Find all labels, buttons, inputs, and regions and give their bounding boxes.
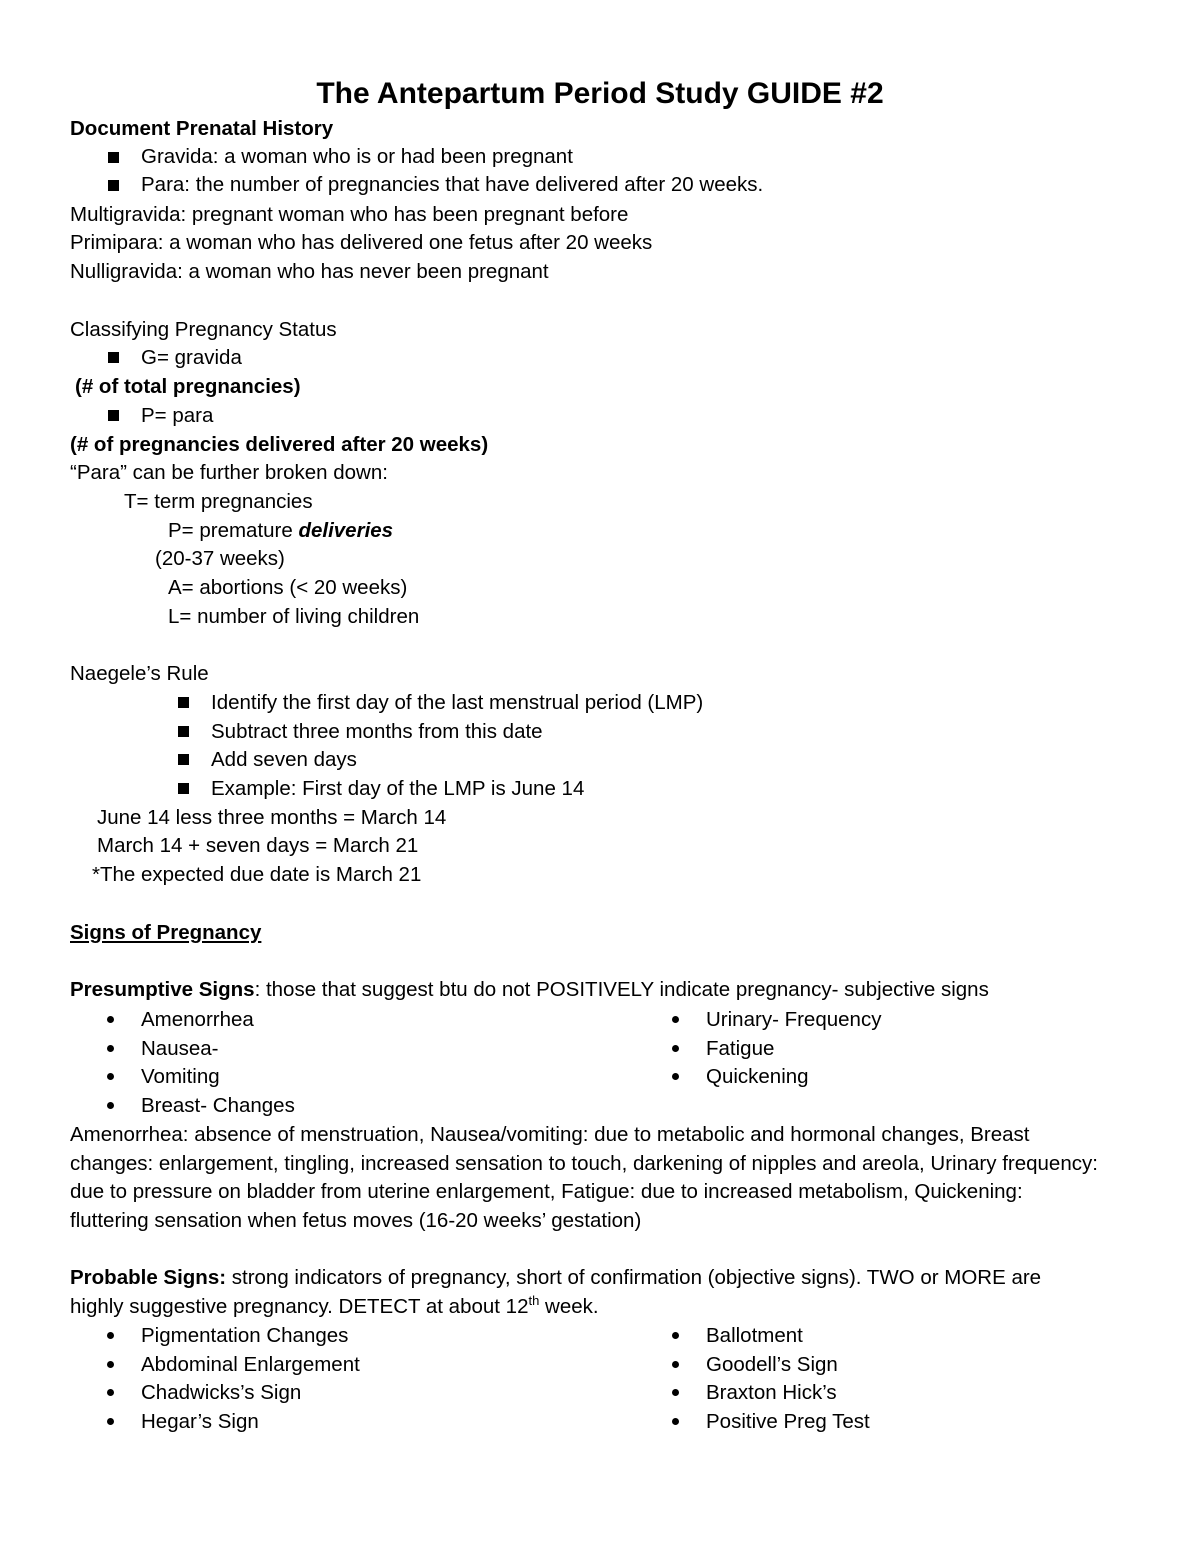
presumptive-explanation: Amenorrhea: absence of menstruation, Nausea/vomiting: due to metabolic and hormonal changes, Breast changes: enlargement, tingling, increased sensation to touch, darkening of nipples and areola, Urinary frequency: due to pressure on bladder from uterine enlargement, Fatigue: due to increased metabolism, Quickening: fluttering sensation when fetus moves (16-20 weeks’ gestation) (70, 1123, 1098, 1232)
definition-multigravida: Multigravida: pregnant woman who has been pregnant before (70, 203, 629, 226)
bullet-dot-icon (107, 1361, 114, 1368)
classifying-p-note: (# of pregnancies delivered after 20 weeks) (70, 433, 489, 456)
presumptive-sign: Breast- Changes (141, 1094, 295, 1117)
naegele-step-1: Identify the first day of the last menstrual period (LMP) (211, 691, 704, 714)
probable-sign: Chadwicks’s Sign (141, 1381, 302, 1404)
probable-desc-sup: th (528, 1292, 540, 1308)
tpal-living: L= number of living children (168, 605, 420, 628)
tpal-premature-range: (20-37 weeks) (155, 547, 285, 570)
definition-nulligravida: Nulligravida: a woman who has never been pregnant (70, 260, 549, 283)
tpal-premature-emphasis: deliveries (298, 519, 394, 542)
bullet-dot-icon (672, 1361, 679, 1368)
square-bullet-icon (108, 152, 119, 163)
presumptive-intro (70, 976, 989, 1004)
bullet-dot-icon (107, 1073, 114, 1080)
bullet-dot-icon (672, 1389, 679, 1396)
probable-sign: Goodell’s Sign (706, 1353, 838, 1376)
bullet-dot-icon (672, 1045, 679, 1052)
page-title: The Antepartum Period Study GUIDE #2 (316, 77, 884, 110)
definition-primipara: Primipara: a woman who has delivered one fetus after 20 weeks (70, 231, 653, 254)
naegele-due-date: *The expected due date is March 21 (92, 863, 422, 886)
presumptive-sign: Urinary- Frequency (706, 1008, 882, 1031)
naegele-step-4: Example: First day of the LMP is June 14 (211, 777, 585, 800)
tpal-term: T= term pregnancies (124, 490, 313, 513)
square-bullet-icon (178, 754, 189, 765)
probable-sign: Hegar’s Sign (141, 1410, 259, 1433)
naegele-example-1: June 14 less three months = March 14 (97, 806, 447, 829)
bullet-dot-icon (672, 1332, 679, 1339)
para-breakdown-intro: “Para” can be further broken down: (70, 461, 388, 484)
square-bullet-icon (108, 410, 119, 421)
prenatal-bullet-gravida: Gravida: a woman who is or had been pregnant (141, 145, 573, 168)
prenatal-bullet-para: Para: the number of pregnancies that have delivered after 20 weeks. (141, 173, 764, 196)
bullet-dot-icon (107, 1389, 114, 1396)
bullet-dot-icon (107, 1045, 114, 1052)
probable-sign: Braxton Hick’s (706, 1381, 837, 1404)
probable-desc: strong indicators of pregnancy, short of confirmation (objective signs). TWO or MORE are highly suggestive pregnancy. DETECT at about 12 (70, 1266, 1042, 1318)
probable-intro (70, 1264, 1100, 1321)
signs-heading: Signs of Pregnancy (70, 921, 262, 944)
bullet-dot-icon (107, 1418, 114, 1425)
square-bullet-icon (108, 352, 119, 363)
probable-desc-end: week. (539, 1294, 599, 1318)
tpal-premature-prefix: P= premature (168, 519, 299, 542)
bullet-dot-icon (107, 1332, 114, 1339)
tpal-premature (168, 517, 393, 545)
presumptive-sign: Vomiting (141, 1065, 220, 1088)
square-bullet-icon (108, 180, 119, 191)
classifying-p-bullet: P= para (141, 404, 214, 427)
classifying-g-note: (# of total pregnancies) (75, 375, 301, 398)
bullet-dot-icon (107, 1016, 114, 1023)
probable-sign: Ballotment (706, 1324, 803, 1347)
presumptive-desc: : those that suggest btu do not POSITIVELY indicate pregnancy- subjective signs (254, 978, 989, 1001)
naegele-step-3: Add seven days (211, 748, 357, 771)
bullet-dot-icon (672, 1016, 679, 1023)
probable-sign: Abdominal Enlargement (141, 1353, 360, 1376)
probable-label: Probable Signs: (70, 1266, 227, 1289)
square-bullet-icon (178, 697, 189, 708)
bullet-dot-icon (672, 1073, 679, 1080)
classifying-heading: Classifying Pregnancy Status (70, 318, 337, 341)
probable-sign: Positive Preg Test (706, 1410, 870, 1433)
tpal-abortions: A= abortions (< 20 weeks) (168, 576, 408, 599)
presumptive-sign: Quickening (706, 1065, 809, 1088)
naegele-example-2: March 14 + seven days = March 21 (97, 834, 419, 857)
probable-sign: Pigmentation Changes (141, 1324, 349, 1347)
presumptive-sign: Nausea- (141, 1037, 219, 1060)
bullet-dot-icon (107, 1102, 114, 1109)
presumptive-sign: Amenorrhea (141, 1008, 254, 1031)
bullet-dot-icon (672, 1418, 679, 1425)
naegele-step-2: Subtract three months from this date (211, 720, 543, 743)
classifying-g-bullet: G= gravida (141, 346, 242, 369)
square-bullet-icon (178, 783, 189, 794)
prenatal-heading: Document Prenatal History (70, 117, 334, 140)
naegele-heading: Naegele’s Rule (70, 662, 209, 685)
presumptive-sign: Fatigue (706, 1037, 775, 1060)
presumptive-label: Presumptive Signs (70, 978, 255, 1001)
square-bullet-icon (178, 726, 189, 737)
